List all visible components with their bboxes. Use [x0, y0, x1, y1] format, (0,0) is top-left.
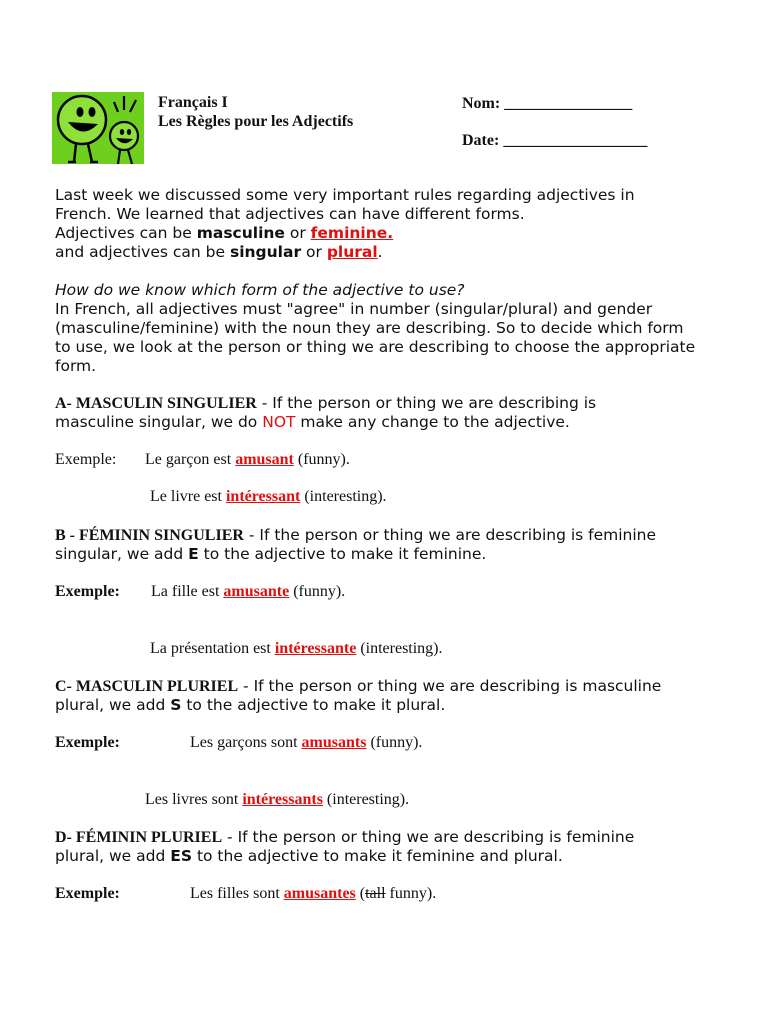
adjective-interessants: intéressants: [242, 791, 323, 808]
section-a: [55, 394, 745, 432]
intro-text: or: [284, 224, 311, 242]
term-plural: plural: [326, 243, 378, 261]
question-heading: How do we know which form of the adjective to use?: [55, 281, 465, 299]
question-line: (masculine/feminine) with the noun they are describing. So to decide which form: [55, 319, 684, 337]
example-label: Exemple:: [55, 885, 120, 902]
course-title: Français I: [158, 94, 228, 111]
example-c2-sentence: [145, 791, 409, 809]
example-text: Les garçons sont: [190, 734, 302, 751]
example-text: (: [355, 885, 366, 902]
intro-text: .: [377, 243, 383, 261]
question-paragraph: [55, 281, 745, 376]
section-text: to the adjective to make it plural.: [181, 696, 446, 714]
section-d: [55, 828, 745, 866]
adjective-amusante: amusante: [223, 583, 290, 600]
letter-e: E: [188, 545, 199, 563]
section-d-line: [55, 847, 745, 866]
intro-text: and adjectives can be: [55, 243, 230, 261]
question-line: to use, we look at the person or thing we are describing to choose the appropriate: [55, 338, 696, 356]
example-d1-sentence: [190, 885, 436, 903]
adjective-amusant: amusant: [235, 451, 294, 468]
intro-text: or: [301, 243, 327, 261]
date-blank: __________________: [503, 132, 648, 149]
example-label: Exemple:: [55, 734, 120, 751]
example-text: funny).: [385, 885, 437, 902]
example-label: Exemple:: [55, 451, 117, 468]
section-b: [55, 526, 745, 564]
example-text: Le livre est: [150, 488, 226, 505]
section-text: masculine singular, we do: [55, 413, 263, 431]
example-label: Exemple:: [55, 583, 120, 600]
intro-text: Adjectives can be: [55, 224, 197, 242]
section-a-line: [55, 413, 745, 432]
example-text: (interesting).: [356, 640, 443, 657]
example-text: Les filles sont: [190, 885, 284, 902]
term-singular: singular: [229, 243, 302, 261]
example-text: Le garçon est: [145, 451, 236, 468]
term-masculine: masculine: [196, 224, 285, 242]
section-a-line: [55, 394, 745, 413]
section-c-title: C- MASCULIN PLURIEL: [55, 678, 239, 695]
section-text: make any change to the adjective.: [295, 413, 570, 431]
intro-line: [55, 224, 745, 243]
adjective-amusantes: amusantes: [283, 885, 356, 902]
section-b-line: [55, 545, 745, 564]
example-text: (interesting).: [300, 488, 387, 505]
letter-es: ES: [170, 847, 193, 865]
section-b-line: [55, 526, 745, 545]
section-text: to the adjective to make it feminine.: [198, 545, 487, 563]
section-text: - If the person or thing we are describing is: [256, 394, 597, 412]
section-c-line: [55, 696, 745, 715]
section-text: - If the person or thing we are describing is feminine: [222, 828, 635, 846]
section-a-title: A- MASCULIN SINGULIER: [55, 395, 257, 412]
struck-word: tall: [365, 885, 386, 902]
intro-line: [55, 243, 745, 262]
example-a2-sentence: [150, 488, 387, 506]
nom-field[interactable]: [462, 95, 632, 113]
smiley-faces-icon: [52, 90, 148, 170]
section-text: singular, we add: [55, 545, 189, 563]
not-emphasis: NOT: [262, 413, 296, 431]
date-label: Date:: [462, 132, 500, 149]
term-feminine: feminine.: [310, 224, 394, 242]
example-a1-sentence: [145, 451, 350, 469]
section-c: [55, 677, 745, 715]
intro-paragraph: [55, 186, 745, 262]
section-c-line: [55, 677, 745, 696]
section-text: - If the person or thing we are describing is feminine: [243, 526, 657, 544]
example-a1: [55, 451, 116, 469]
section-text: - If the person or thing we are describing is masculine: [238, 677, 662, 695]
intro-line: French. We learned that adjectives can have different forms.: [55, 205, 525, 223]
example-c1-sentence: [190, 734, 422, 752]
intro-line: Last week we discussed some very important rules regarding adjectives in: [55, 186, 635, 204]
page-title: Les Règles pour les Adjectifs: [158, 113, 354, 130]
example-text: Les livres sont: [145, 791, 243, 808]
date-field[interactable]: [462, 132, 647, 150]
nom-label: Nom:: [462, 95, 501, 112]
section-text: plural, we add: [55, 696, 171, 714]
section-text: to the adjective to make it feminine and plural.: [192, 847, 563, 865]
example-b2-sentence: [150, 640, 443, 658]
question-line: form.: [55, 357, 97, 375]
section-b-title: B - FÉMININ SINGULIER: [55, 527, 244, 544]
section-d-title: D- FÉMININ PLURIEL: [55, 829, 223, 846]
adjective-interessant: intéressant: [225, 488, 301, 505]
example-text: (interesting).: [322, 791, 410, 808]
adjective-interessante: intéressante: [274, 640, 357, 657]
example-text: La présentation est: [150, 640, 275, 657]
example-text: (funny).: [293, 451, 350, 468]
example-text: (funny).: [289, 583, 346, 600]
question-line: In French, all adjectives must "agree" in number (singular/plural) and gender: [55, 300, 653, 318]
example-text: (funny).: [366, 734, 423, 751]
nom-blank: ________________: [504, 95, 633, 112]
letter-s: S: [170, 696, 182, 714]
adjective-amusants: amusants: [301, 734, 367, 751]
section-text: plural, we add: [55, 847, 171, 865]
example-text: La fille est: [151, 583, 224, 600]
example-b1-sentence: [151, 583, 345, 601]
section-d-line: [55, 828, 745, 847]
